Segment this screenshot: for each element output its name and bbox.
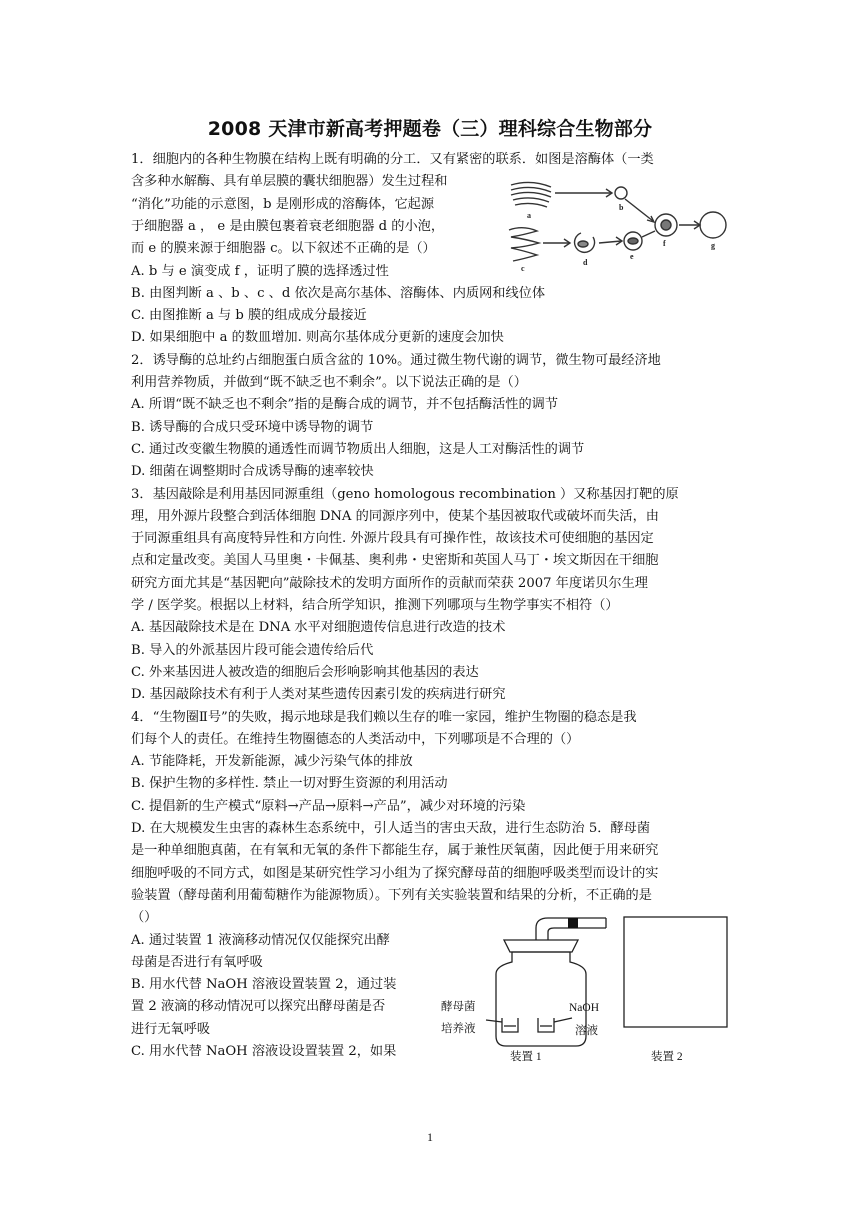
text-line: D. 细菌在调整期时合成诱导酶的速率较快	[131, 464, 374, 480]
text-line: C. 提倡新的生产模式“原料→产品→原料→产品”，减少对环境的污染	[131, 798, 526, 814]
apparatus-figure	[438, 916, 738, 1076]
text-line: 2．诱导酶的总址约占细胞蛋白质含盆的 10%。通过微生物代谢的调节，微生物可最经济地	[131, 352, 661, 368]
text-line: B. 用水代替 NaOH 溶液设置装置 2，通过装	[131, 977, 397, 993]
text-line: 研究方面尤其是“基因靶向”敲除技术的发明方面所作的贡献而荣获 2007 年度诺贝尔生理	[131, 575, 648, 591]
text-line: B. 由图判断 a 、b 、c 、d 依次是高尔基体、溶酶体、内质网和线位体	[131, 285, 546, 301]
device-1-caption: 装置 1	[510, 1051, 542, 1063]
page-title: 2008 天津市新高考押题卷（三）理科综合生物部分	[207, 118, 653, 140]
fig1-label-g: g	[711, 241, 715, 250]
text-line: C. 用水代替 NaOH 溶液设设置装置 2，如果	[131, 1044, 397, 1059]
fig1-label-d: d	[583, 258, 588, 267]
text-line: A. 节能降耗，开发新能源，减少污染气体的排放	[131, 754, 413, 770]
text-line: D. 基因敲除技术有利于人类对某些遗传因素引发的疾病进行研究	[131, 687, 506, 703]
text-line: 而 e 的膜来源于细胞器 c。以下叙述不正确的是（）	[131, 241, 436, 257]
naoh-label-2: 溶液	[575, 1025, 598, 1037]
text-line: B. 诱导酶的合成只受环境中诱导物的调节	[131, 419, 374, 435]
text-line: C. 由图推断 a 与 b 膜的组成成分最接近	[131, 308, 367, 324]
device-2-caption: 装置 2	[651, 1051, 683, 1063]
text-line: （）	[131, 910, 158, 926]
text-line: 是一种单细胞真菌，在有氧和无氧的条件下都能生存，属于兼性厌氧菌，因此便于用来研究	[131, 843, 659, 859]
text-line: 验装置（酵母菌利用葡萄糖作为能源物质）。下列有关实验装置和结果的分析，不正确的是	[131, 887, 652, 903]
text-line: A. 基因敲除技术是在 DNA 水平对细胞遗传信息进行改造的技术	[131, 620, 506, 636]
text-line: B. 导入的外派基因片段可能会遗传给后代	[131, 642, 374, 658]
text-line: 点和定量改变。美国人马里奥・卡佩基、奥利弗・史密斯和英国人马丁・埃文斯因在干细胞	[131, 553, 659, 569]
text-line: 于细胞器 a ， e 是由膜包裹着衰老细胞器 d 的小泡，	[131, 218, 445, 234]
yeast-label-1: 酵母菌	[441, 1001, 476, 1013]
text-line: 4．“生物圈Ⅱ号”的失败，揭示地球是我们赖以生存的唯一家园，维护生物圈的稳态是我	[131, 709, 637, 725]
text-line: D. 如果细胞中 a 的数皿增加. 则高尔基体成分更新的速度会加快	[131, 330, 504, 346]
text-line: 学 / 医学奖。根据以上材料，结合所学知识，推测下列哪项与生物学事实不相符（）	[131, 598, 619, 613]
text-line: 进行无氧呼吸	[131, 1021, 211, 1037]
text-line: “消化”功能的示意图，b 是刚形成的溶酶体，它起源	[131, 196, 435, 212]
text-line: 于同源重组具有高度特异性和方向性. 外源片段具有可操作性，故该技术可使细胞的基因定	[131, 531, 654, 547]
text-line: 们每个人的责任。在维持生物圈德态的人类活动中，下列哪项是不合理的（）	[131, 731, 580, 747]
fig1-label-f: f	[663, 239, 666, 248]
text-line: C. 外来基因进人被改造的细胞后会形响影响其他基因的表达	[131, 664, 479, 680]
naoh-label-1: NaOH	[569, 1002, 600, 1014]
text-line: 细胞呼吸的不同方式，如图是某研究性学习小组为了探究酵母苗的细胞呼吸类型而设计的实	[131, 865, 659, 881]
text-line: A. 所谓“既不缺乏也不剩余”指的是酶合成的调节，并不包括酶活性的调节	[131, 397, 559, 413]
page-number: 1	[427, 1130, 433, 1144]
text-line: A. 通过装置 1 液滴移动情况仅仅能探究出酵	[131, 932, 390, 948]
text-line: B. 保护生物的多样性. 禁止一切对野生资源的利用活动	[131, 776, 448, 792]
text-line: D. 在大规模发生虫害的森林生态系统中，引人适当的害虫天敌，进行生态防治 5．酵母菌	[131, 821, 651, 836]
text-line: 利用营养物质，并做到“既不缺乏也不剩余”。以下说法正确的是（）	[131, 375, 527, 390]
fig1-label-a: a	[527, 211, 531, 220]
fig1-label-e: e	[630, 252, 634, 261]
text-line: 母菌是否进行有氧呼吸	[131, 954, 263, 970]
text-line: 理，用外源片段整合到活体细胞 DNA 的同源序列中，使某个基因被取代或破坏而失活，由	[131, 508, 659, 524]
yeast-label-2: 培养液	[441, 1023, 476, 1035]
fig1-label-b: b	[619, 203, 624, 212]
text-line: 置 2 液滴的移动情况可以探究出酵母菌是否	[131, 999, 386, 1015]
fig1-label-c: c	[521, 264, 525, 273]
text-line: A. b 与 e 演变成 f ，证明了膜的选择透过性	[131, 263, 389, 279]
text-line: 含多种水解酶、具有单层膜的囊状细胞器）发生过程和	[131, 174, 448, 190]
lysosome-diagram	[503, 175, 733, 275]
text-line: 1．细胞内的各种生物膜在结构上既有明确的分工．又有紧密的联系．如图是溶酶体（一类	[131, 152, 654, 167]
text-line: C. 通过改变徽生物膜的通透性而调节物质出人细胞，这是人工对酶活性的调节	[131, 441, 585, 457]
apparatus-drawing	[438, 916, 738, 1076]
text-line: 3．基因敲除是利用基因同源重组（geno homologous recombination ）又称基因打靶的原	[131, 486, 679, 502]
